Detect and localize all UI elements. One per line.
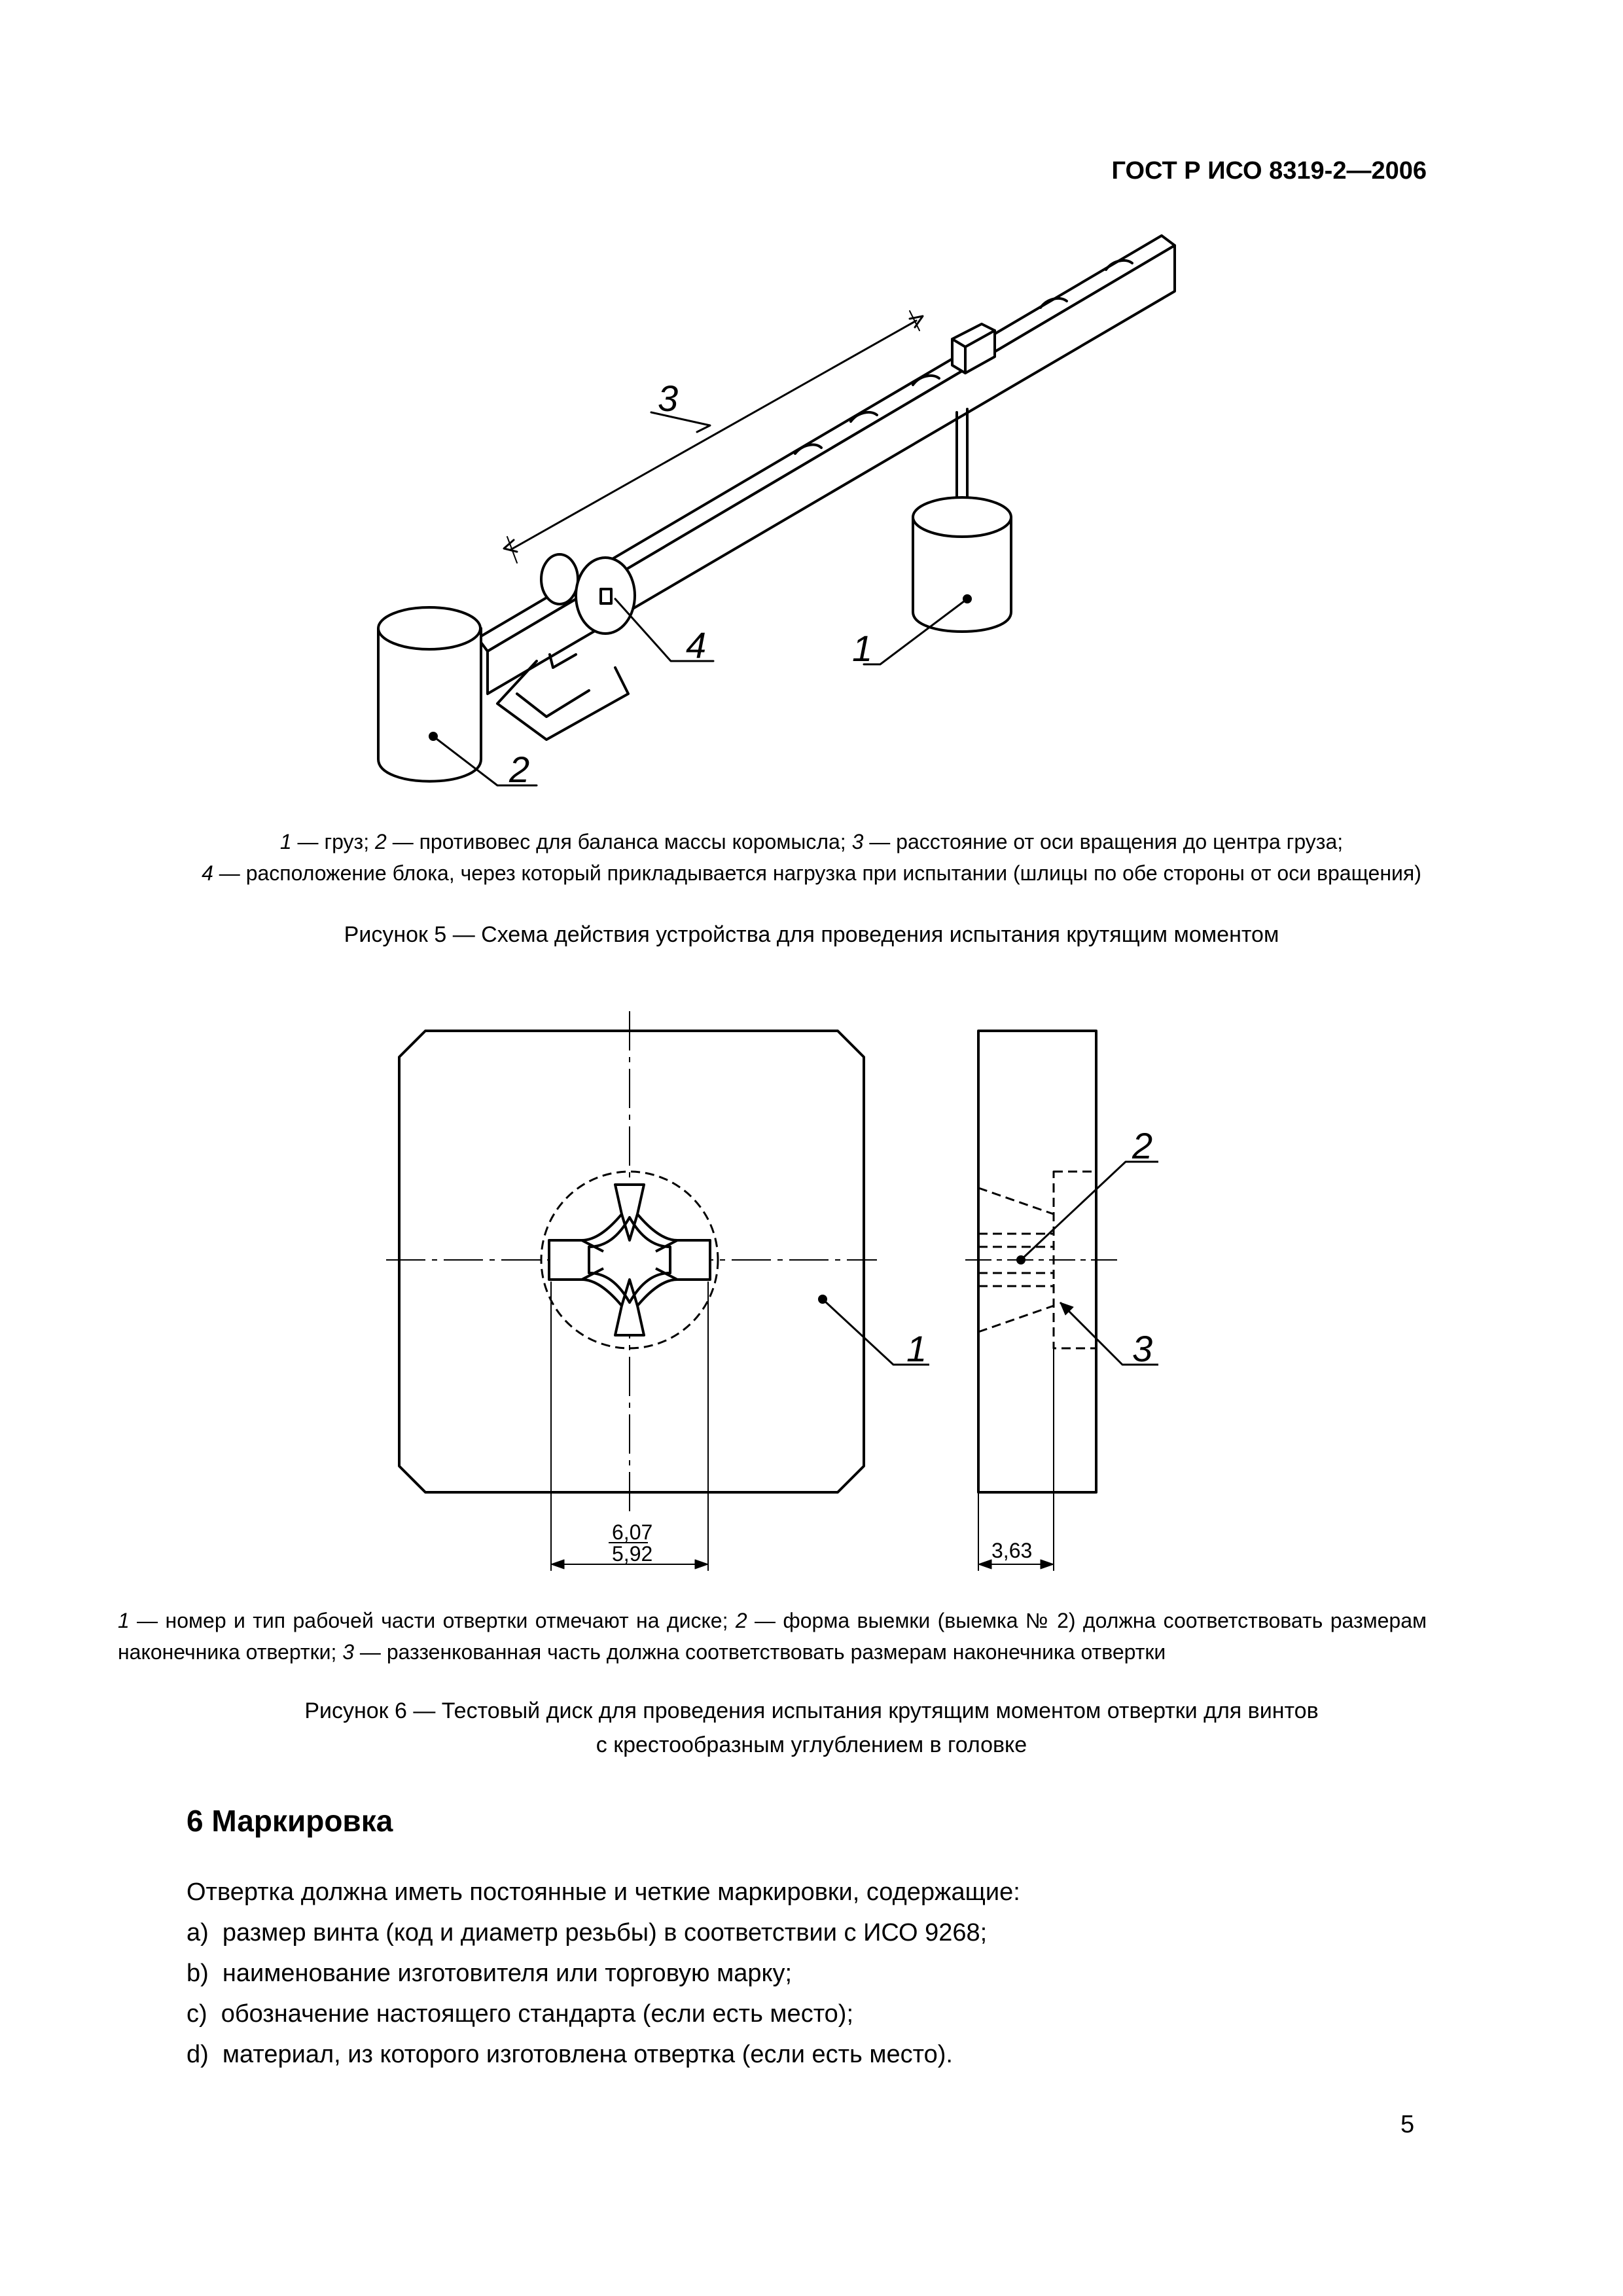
dimension-5-92: 5,92 <box>612 1542 653 1566</box>
figure-6-label-1: 1 <box>906 1328 927 1369</box>
figure-5-diagram <box>0 0 1623 818</box>
list-item: d) материал, из которого изготовлена отвертка (если есть место). <box>187 2041 953 2068</box>
figure-5-caption: Рисунок 5 — Схема действия устройства для проведения испытания крутящим моментом <box>344 922 1279 947</box>
figure-5-label-1: 1 <box>852 628 873 669</box>
dimension-3-63: 3,63 <box>991 1539 1033 1562</box>
figure-6-caption <box>118 1694 1505 1762</box>
figure-5-legend-line-2: 4 — расположение блока, через который прикладывается нагрузка при испытании (шлицы по обе стороны от оси вращения) <box>202 861 1421 885</box>
list-item: b) наименование изготовителя или торговую марку; <box>187 1960 793 1987</box>
figure-5-label-4: 4 <box>686 624 707 666</box>
section-6-title: 6 Маркировка <box>187 1804 393 1838</box>
section-6-intro: Отвертка должна иметь постоянные и четкие маркировки, содержащие: <box>187 1878 1020 1906</box>
figure-6-caption-line-2: с крестообразным углублением в головке <box>596 1732 1027 1757</box>
figure-6-label-2: 2 <box>1132 1125 1153 1166</box>
page-number: 5 <box>1400 2111 1415 2138</box>
dimension-6-07: 6,07 <box>612 1520 653 1544</box>
figure-6-caption-line-1: Рисунок 6 — Тестовый диск для проведения испытания крутящим моментом отвертки для винтов <box>304 1698 1319 1723</box>
figure-6-legend: 1 — номер и тип рабочей части отвертки отмечают на диске; 2 — форма выемки (выемка № 2) должна соответствовать размерам наконечника отвертки; 3 — раззенкованная часть должна соответствовать размерам наконечника отвертки <box>118 1609 1427 1664</box>
figure-6-label-3: 3 <box>1132 1328 1153 1369</box>
document-code: ГОСТ Р ИСО 8319-2—2006 <box>1111 157 1427 185</box>
figure-5-legend <box>118 826 1505 889</box>
marking-list <box>187 1912 987 2075</box>
list-item: a) размер винта (код и диаметр резьбы) в соответствии с ИСО 9268; <box>187 1919 988 1946</box>
list-item: c) обозначение настоящего стандарта (если есть место); <box>187 2000 854 2028</box>
figure-5-label-3: 3 <box>658 378 679 419</box>
figure-5-label-2: 2 <box>509 749 530 790</box>
figure-6-diagram <box>0 995 1623 1584</box>
figure-5-legend-line-1: 1 — груз; 2 — противовес для баланса массы коромысла; 3 — расстояние от оси вращения до центра груза; <box>279 830 1344 853</box>
